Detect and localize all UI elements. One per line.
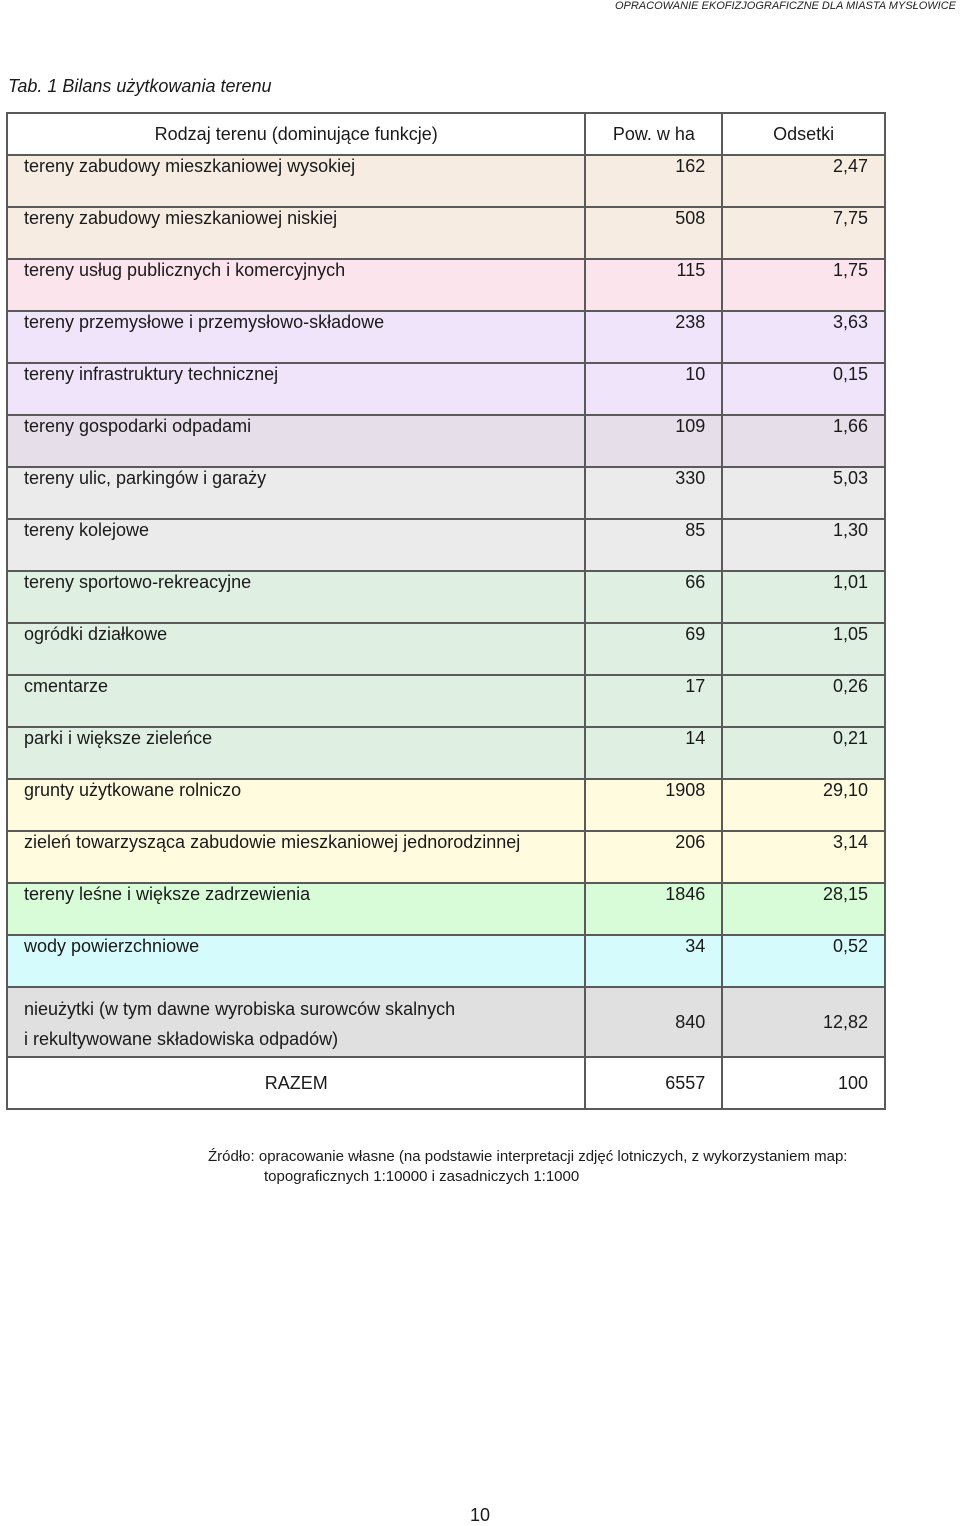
column-header-share: Odsetki <box>722 113 885 155</box>
land-use-type-cell: tereny ulic, parkingów i garaży <box>7 467 585 519</box>
table-row <box>7 727 885 779</box>
land-use-type-cell: parki i większe zieleńce <box>7 727 585 779</box>
land-use-type-line: nieużytki (w tym dawne wyrobiska surowców skalnych <box>24 999 456 1019</box>
area-cell: 10 <box>585 363 722 415</box>
table-row <box>7 831 885 883</box>
area-cell: 109 <box>585 415 722 467</box>
land-use-table <box>6 112 886 1110</box>
share-cell: 1,05 <box>722 623 885 675</box>
area-cell: 69 <box>585 623 722 675</box>
column-header-area: Pow. w ha <box>585 113 722 155</box>
share-cell: 2,47 <box>722 155 885 207</box>
land-use-type-cell <box>7 987 585 1057</box>
share-cell: 5,03 <box>722 467 885 519</box>
area-cell: 14 <box>585 727 722 779</box>
area-cell: 330 <box>585 467 722 519</box>
table-row <box>7 415 885 467</box>
area-cell: 238 <box>585 311 722 363</box>
land-use-type-cell: grunty użytkowane rolniczo <box>7 779 585 831</box>
table-row <box>7 675 885 727</box>
land-use-type-cell: tereny zabudowy mieszkaniowej niskiej <box>7 207 585 259</box>
share-cell: 0,52 <box>722 935 885 987</box>
area-cell: 1846 <box>585 883 722 935</box>
land-use-type-cell: cmentarze <box>7 675 585 727</box>
table-row <box>7 467 885 519</box>
share-cell: 1,30 <box>722 519 885 571</box>
share-cell: 3,14 <box>722 831 885 883</box>
share-cell: 12,82 <box>722 987 885 1057</box>
share-cell: 1,66 <box>722 415 885 467</box>
table-row <box>7 779 885 831</box>
land-use-type-cell: tereny infrastruktury technicznej <box>7 363 585 415</box>
area-cell: 115 <box>585 259 722 311</box>
share-cell: 0,21 <box>722 727 885 779</box>
total-area-cell: 6557 <box>585 1057 722 1109</box>
share-cell: 29,10 <box>722 779 885 831</box>
table-header-row <box>7 113 885 155</box>
land-use-type-cell: tereny zabudowy mieszkaniowej wysokiej <box>7 155 585 207</box>
area-cell: 206 <box>585 831 722 883</box>
column-header-type: Rodzaj terenu (dominujące funkcje) <box>7 113 585 155</box>
table-caption: Tab. 1 Bilans użytkowania terenu <box>8 76 272 96</box>
table-row <box>7 519 885 571</box>
area-cell: 66 <box>585 571 722 623</box>
land-use-type-cell: tereny sportowo-rekreacyjne <box>7 571 585 623</box>
share-cell: 0,26 <box>722 675 885 727</box>
land-use-type-cell: tereny usług publicznych i komercyjnych <box>7 259 585 311</box>
area-cell: 85 <box>585 519 722 571</box>
share-cell: 3,63 <box>722 311 885 363</box>
table-row <box>7 987 885 1057</box>
table-row <box>7 311 885 363</box>
table-row <box>7 207 885 259</box>
source-line-2: topograficznych 1:10000 i zasadniczych 1:1000 <box>264 1168 580 1185</box>
area-cell: 1908 <box>585 779 722 831</box>
table-row <box>7 155 885 207</box>
area-cell: 34 <box>585 935 722 987</box>
share-cell: 1,75 <box>722 259 885 311</box>
land-use-type-cell: zieleń towarzysząca zabudowie mieszkaniowej jednorodzinnej <box>7 831 585 883</box>
land-use-type-cell: tereny przemysłowe i przemysłowo-składowe <box>7 311 585 363</box>
area-cell: 840 <box>585 987 722 1057</box>
table-row <box>7 363 885 415</box>
table-row <box>7 623 885 675</box>
total-row <box>7 1057 885 1109</box>
land-use-type-cell: ogródki działkowe <box>7 623 585 675</box>
land-use-type-cell: tereny leśne i większe zadrzewienia <box>7 883 585 935</box>
source-note <box>208 1147 908 1187</box>
land-use-type-cell: wody powierzchniowe <box>7 935 585 987</box>
table-row <box>7 259 885 311</box>
table-row <box>7 571 885 623</box>
share-cell: 28,15 <box>722 883 885 935</box>
land-use-type-cell: tereny gospodarki odpadami <box>7 415 585 467</box>
source-line-1: Źródło: opracowanie własne (na podstawie interpretacji zdjęć lotniczych, z wykorzystaniem map: <box>208 1148 848 1165</box>
page-number: 10 <box>469 1505 491 1525</box>
total-share-cell: 100 <box>722 1057 885 1109</box>
area-cell: 17 <box>585 675 722 727</box>
land-use-type-line: i rekultywowane składowiska odpadów) <box>24 1029 339 1049</box>
share-cell: 7,75 <box>722 207 885 259</box>
area-cell: 162 <box>585 155 722 207</box>
total-label-cell: RAZEM <box>7 1057 585 1109</box>
table-row <box>7 883 885 935</box>
area-cell: 508 <box>585 207 722 259</box>
share-cell: 0,15 <box>722 363 885 415</box>
running-header: OPRACOWANIE EKOFIZJOGRAFICZNE DLA MIASTA MYSŁOWICE <box>614 0 956 12</box>
share-cell: 1,01 <box>722 571 885 623</box>
land-use-type-cell: tereny kolejowe <box>7 519 585 571</box>
table-row <box>7 935 885 987</box>
